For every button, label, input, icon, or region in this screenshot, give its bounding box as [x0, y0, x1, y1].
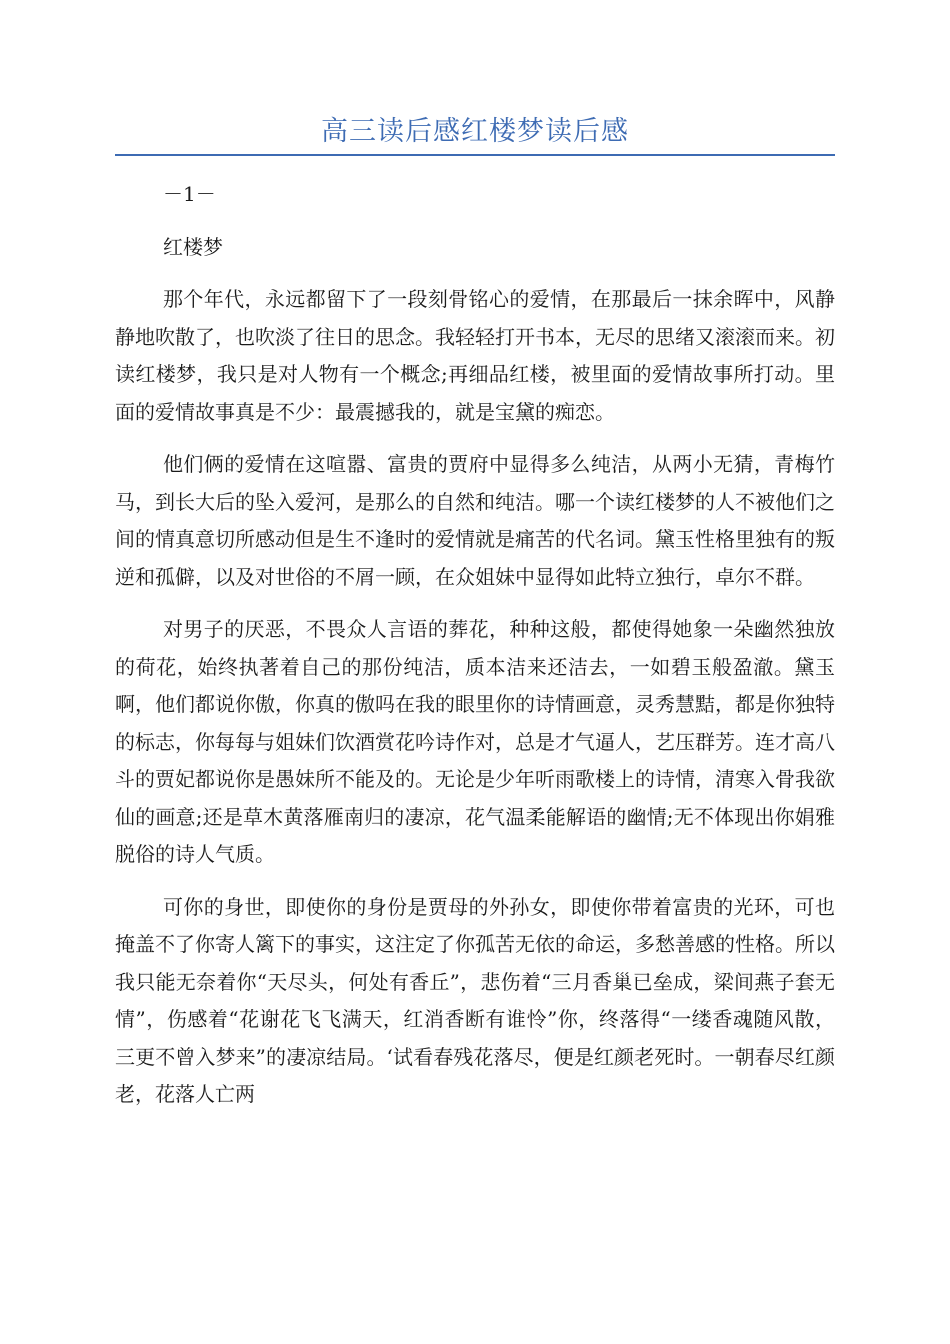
title-underline [115, 154, 835, 156]
section-heading: 红楼梦 [163, 234, 223, 259]
paragraph: 对男子的厌恶，不畏众人言语的葬花，种种这般，都使得她象一朵幽然独放的荷花，始终执著着自己的那份纯洁，质本洁来还洁去，一如碧玉般盈澈。黛玉啊，他们都说你傲，你真的傲吗在我的眼里你的诗情画意，灵秀慧黠，都是你独特的标志，你每每与姐妹们饮酒赏花吟诗作对，总是才气逼人，艺压群芳。连才高八斗的贾妃都说你是愚妹所不能及的。无论是少年听雨歌楼上的诗情，清寒入骨我欲仙的画意;还是草木黄落雁南归的凄凉，花气温柔能解语的幽情;无不体现出你娟雅脱俗的诗人气质。 [115, 617, 835, 866]
paragraph: 他们俩的爱情在这喧嚣、富贵的贾府中显得多么纯洁，从两小无猜，青梅竹马，到长大后的坠入爱河，是那么的自然和纯洁。哪一个读红楼梦的人不被他们之间的情真意切所感动但是生不逢时的爱情就是痛苦的代名词。黛玉性格里独有的叛逆和孤僻，以及对世俗的不屑一顾，在众姐妹中显得如此特立独行，卓尔不群。 [115, 452, 835, 589]
paragraph: 那个年代，永远都留下了一段刻骨铭心的爱情，在那最后一抹余晖中，风静静地吹散了，也吹淡了往日的思念。我轻轻打开书本，无尽的思绪又滚滚而来。初读红楼梦，我只是对人物有一个概念;再细品红楼，被里面的爱情故事所打动。里面的爱情故事真是不少：最震撼我的，就是宝黛的痴恋。 [115, 287, 835, 424]
document-body [115, 176, 835, 1129]
page-number-marker: －1－ [163, 182, 216, 206]
document-title: 高三读后感红楼梦读后感 [321, 116, 629, 147]
paragraph: 可你的身世，即使你的身份是贾母的外孙女，即使你带着富贵的光环，可也掩盖不了你寄人篱下的事实，这注定了你孤苦无依的命运，多愁善感的性格。所以我只能无奈着你“天尽头，何处有香丘”，悲伤着“三月香巢已垒成，梁间燕子套无情”，伤感着“花谢花飞飞满天，红消香断有谁怜”你，终落得“一缕香魂随风散，三更不曾入梦来”的凄凉结局。‘试看春残花落尽，便是红颜老死时。一朝春尽红颜老，花落人亡两 [115, 894, 835, 1106]
